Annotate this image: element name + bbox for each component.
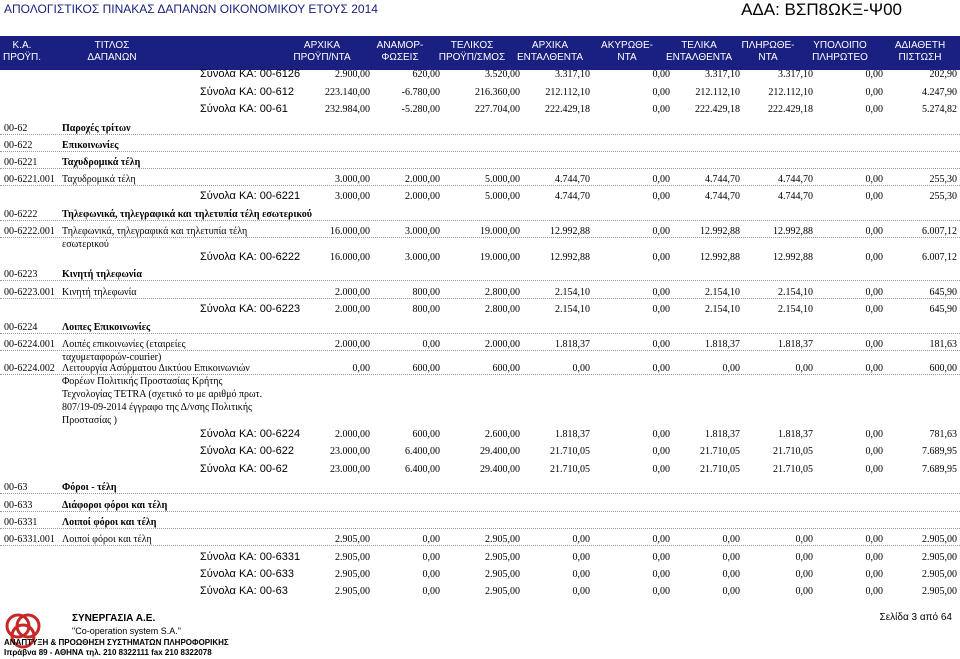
- header-col-1: [57, 40, 167, 64]
- row-code: 00-6224: [4, 322, 38, 333]
- value-cell: 21.710,05: [773, 446, 813, 457]
- value-cell: 4.744,70: [705, 174, 740, 185]
- value-cell: 0,00: [865, 174, 883, 185]
- row-title: Επικοινωνίες: [62, 140, 119, 151]
- value-cell: 1.818,37: [555, 429, 590, 440]
- value-cell: 5.274,82: [922, 104, 957, 115]
- value-cell: 0,00: [652, 87, 670, 98]
- value-cell: 0,00: [652, 429, 670, 440]
- row-title: Παροχές τρίτων: [62, 123, 131, 134]
- header-col-line: ΑΡΧΙΚΑ: [531, 40, 569, 51]
- value-cell: 800,00: [412, 304, 440, 315]
- group-row: [0, 156, 960, 169]
- value-cell: 0,00: [722, 569, 740, 580]
- value-cell: 0,00: [865, 552, 883, 563]
- value-cell: 0,00: [865, 569, 883, 580]
- value-cell: 2.154,10: [555, 287, 590, 298]
- value-cell: 232.984,00: [325, 104, 370, 115]
- row-title-line: Φορέων Πολιτικής Προστασίας Κρήτης: [62, 376, 223, 387]
- header-col-4: [434, 40, 510, 64]
- footer-tagline: ΑΝΑΠΤΥΞΗ & ΠΡΟΩΘΗΣΗ ΣΥΣΤΗΜΑΤΩΝ ΠΛΗΡΟΦΟΡΙΚΗΣ: [4, 638, 229, 647]
- header-col-line: ΑΡΧΙΚΑ: [303, 40, 341, 51]
- row-title-line: Τηλεφωνικά, τηλεγραφικά και τηλετυπία τέλη: [62, 226, 248, 237]
- row-code: 00-63: [4, 482, 28, 493]
- value-cell: 7.689,95: [922, 446, 957, 457]
- value-cell: 2.000,00: [335, 287, 370, 298]
- value-cell: 2.000,00: [405, 174, 440, 185]
- value-cell: 0,00: [722, 552, 740, 563]
- value-cell: 0,00: [795, 586, 813, 597]
- row-code: 00-6331: [4, 517, 38, 528]
- value-cell: 222.429,18: [545, 104, 590, 115]
- row-title: Λοιποί φόροι και τέλη: [62, 517, 157, 528]
- row-code: 00-622: [4, 140, 33, 151]
- value-cell: 0,00: [652, 534, 670, 545]
- item-row: [0, 286, 960, 299]
- value-cell: 3.000,00: [335, 191, 370, 202]
- value-cell: 0,00: [865, 446, 883, 457]
- sum-row: [0, 463, 960, 476]
- value-cell: 0,00: [865, 287, 883, 298]
- value-cell: 0,00: [865, 104, 883, 115]
- value-cell: 0,00: [652, 287, 670, 298]
- header-col-line: ΥΠΟΛΟΙΠΟ: [813, 40, 867, 51]
- row-code: 00-6221: [4, 157, 38, 168]
- table-header: [0, 36, 960, 70]
- value-cell: 255,30: [929, 174, 957, 185]
- sum-label: Σύνολα ΚΑ: 00-62: [200, 463, 288, 475]
- value-cell: 0,00: [865, 363, 883, 374]
- sum-label: Σύνολα ΚΑ: 00-6126: [200, 68, 301, 80]
- value-cell: 3.317,10: [778, 69, 813, 80]
- value-cell: 2.000,00: [335, 429, 370, 440]
- sum-row: [0, 428, 960, 441]
- header-col-8: [733, 40, 803, 64]
- sum-label: Σύνολα ΚΑ: 00-6222: [200, 251, 301, 263]
- value-cell: 0,00: [865, 87, 883, 98]
- header-col-6: [592, 40, 662, 64]
- header-col-line: ΠΙΣΤΩΣΗ: [898, 52, 942, 63]
- group-row: [0, 208, 960, 221]
- header-col-line: ΕΝΤΑΛΘΕΝΤΑ: [665, 52, 733, 63]
- value-cell: 0,00: [422, 552, 440, 563]
- value-cell: 2.000,00: [405, 191, 440, 202]
- value-cell: 3.520,00: [485, 69, 520, 80]
- value-cell: 3.000,00: [405, 226, 440, 237]
- row-title-line: Λειτουργία Ασύρματου Δικτύου Επικοινωνιών: [62, 363, 250, 374]
- value-cell: 2.000,00: [335, 339, 370, 350]
- value-cell: 4.744,70: [778, 191, 813, 202]
- value-cell: 0,00: [865, 304, 883, 315]
- footer-address: Ιπράβνα 89 - ΑΘΗΝΑ τηλ. 210 8322111 fax 210 8322078: [4, 648, 212, 657]
- value-cell: 600,00: [492, 363, 520, 374]
- row-code: 00-6224.002: [4, 363, 55, 374]
- value-cell: 1.818,37: [705, 339, 740, 350]
- ada-code: ΑΔΑ: ΒΣΠ8ΩΚΞ-Ψ00: [741, 0, 902, 19]
- header-col-line: ΠΛΗΡΩΘΕ-: [741, 40, 795, 51]
- value-cell: 212.112,10: [768, 87, 813, 98]
- value-cell: 1.818,37: [705, 429, 740, 440]
- group-row: [0, 481, 960, 494]
- value-cell: 4.247,90: [922, 87, 957, 98]
- value-cell: 0,00: [865, 534, 883, 545]
- value-cell: 0,00: [572, 363, 590, 374]
- item-row: [0, 362, 960, 426]
- value-cell: 0,00: [865, 429, 883, 440]
- value-cell: 4.744,70: [778, 174, 813, 185]
- value-cell: 222.429,18: [768, 104, 813, 115]
- sum-row: [0, 551, 960, 564]
- sum-label: Σύνολα ΚΑ: 00-6331: [200, 551, 301, 563]
- header-col-10: [880, 40, 960, 64]
- value-cell: 1.818,37: [778, 429, 813, 440]
- header-col-7: [659, 40, 739, 64]
- value-cell: 620,00: [412, 69, 440, 80]
- row-code: 00-6222: [4, 209, 38, 220]
- value-cell: 0,00: [652, 226, 670, 237]
- row-title-line: Κινητή τηλεφωνία: [62, 287, 137, 298]
- value-cell: 255,30: [929, 191, 957, 202]
- value-cell: 2.800,00: [485, 287, 520, 298]
- value-cell: 0,00: [722, 363, 740, 374]
- value-cell: 2.154,10: [705, 287, 740, 298]
- item-row: [0, 225, 960, 250]
- row-title-line: Λοιποί φόροι και τέλη: [62, 534, 152, 545]
- value-cell: 181,63: [929, 339, 957, 350]
- sum-row: [0, 86, 960, 99]
- row-title: Φόροι - τέλη: [62, 482, 117, 493]
- sum-row: [0, 303, 960, 316]
- sum-label: Σύνολα ΚΑ: 00-6224: [200, 428, 301, 440]
- header-col-2: [282, 40, 362, 64]
- value-cell: 2.000,00: [335, 304, 370, 315]
- value-cell: 645,90: [929, 287, 957, 298]
- value-cell: 645,90: [929, 304, 957, 315]
- sum-label: Σύνολα ΚΑ: 00-63: [200, 585, 288, 597]
- value-cell: 0,00: [572, 569, 590, 580]
- row-code: 00-62: [4, 123, 28, 134]
- value-cell: -6.780,00: [401, 87, 440, 98]
- item-row: [0, 173, 960, 186]
- value-cell: 5.000,00: [485, 191, 520, 202]
- value-cell: 600,00: [412, 429, 440, 440]
- value-cell: 2.905,00: [335, 586, 370, 597]
- group-row: [0, 268, 960, 281]
- value-cell: 0,00: [422, 586, 440, 597]
- row-code: 00-6224.001: [4, 339, 55, 350]
- value-cell: 0,00: [865, 586, 883, 597]
- value-cell: 3.000,00: [405, 252, 440, 263]
- value-cell: 2.905,00: [335, 534, 370, 545]
- group-row: [0, 516, 960, 529]
- value-cell: 0,00: [795, 363, 813, 374]
- value-cell: 2.154,10: [778, 287, 813, 298]
- value-cell: 2.154,10: [705, 304, 740, 315]
- value-cell: 21.710,05: [700, 446, 740, 457]
- value-cell: 0,00: [722, 586, 740, 597]
- value-cell: 0,00: [422, 569, 440, 580]
- value-cell: 0,00: [865, 191, 883, 202]
- value-cell: 19.000,00: [480, 226, 520, 237]
- value-cell: 212.112,10: [545, 87, 590, 98]
- group-row: [0, 139, 960, 152]
- value-cell: 0,00: [652, 191, 670, 202]
- row-title: Κινητή τηλεφωνία: [62, 269, 142, 280]
- header-col-line: ΔΑΠΑΝΩΝ: [87, 52, 137, 63]
- value-cell: 16.000,00: [330, 252, 370, 263]
- header-col-line: ΕΝΤΑΛΘΕΝΤΑ: [516, 52, 584, 63]
- value-cell: 800,00: [412, 287, 440, 298]
- row-title-line: ταχυμεταφορών-courier): [62, 352, 162, 363]
- row-title: Λοιπες Επικοινωνίες: [62, 322, 151, 333]
- sum-row: [0, 68, 960, 81]
- sum-row: [0, 568, 960, 581]
- value-cell: 2.800,00: [485, 304, 520, 315]
- value-cell: 0,00: [652, 586, 670, 597]
- group-row: [0, 499, 960, 512]
- sum-row: [0, 103, 960, 116]
- value-cell: 3.317,10: [555, 69, 590, 80]
- header-col-3: [364, 40, 436, 64]
- row-code: 00-6223: [4, 269, 38, 280]
- value-cell: 0,00: [795, 552, 813, 563]
- value-cell: 21.710,05: [773, 464, 813, 475]
- report-title: ΑΠΟΛΟΓΙΣΤΙΚΟΣ ΠΙΝΑΚΑΣ ΔΑΠΑΝΩΝ ΟΙΚΟΝΟΜΙΚΟΥ ΕΤΟΥΣ 2014: [4, 2, 378, 16]
- value-cell: 6.400,00: [405, 464, 440, 475]
- value-cell: 0,00: [865, 252, 883, 263]
- value-cell: 12.992,88: [773, 252, 813, 263]
- value-cell: 2.905,00: [485, 569, 520, 580]
- value-cell: 0,00: [652, 69, 670, 80]
- value-cell: 0,00: [572, 552, 590, 563]
- value-cell: 0,00: [795, 534, 813, 545]
- row-code: 00-6221.001: [4, 174, 55, 185]
- row-code: 00-6331.001: [4, 534, 55, 545]
- value-cell: 2.154,10: [555, 304, 590, 315]
- row-title-line: Λοιπές επικοινωνίες (εταιρείες: [62, 339, 186, 350]
- value-cell: 227.704,00: [475, 104, 520, 115]
- header-col-5: [509, 40, 591, 64]
- row-code: 00-6223.001: [4, 287, 55, 298]
- row-title-line: Προστασίας ): [62, 415, 117, 426]
- value-cell: 216.360,00: [475, 87, 520, 98]
- value-cell: 600,00: [412, 363, 440, 374]
- sum-label: Σύνολα ΚΑ: 00-622: [200, 445, 295, 457]
- value-cell: 222.429,18: [695, 104, 740, 115]
- value-cell: 0,00: [795, 569, 813, 580]
- sum-row: [0, 445, 960, 458]
- group-row: [0, 122, 960, 135]
- sum-label: Σύνολα ΚΑ: 00-612: [200, 86, 295, 98]
- row-title: Διάφοροι φόροι και τέλη: [62, 500, 168, 511]
- value-cell: 2.905,00: [922, 569, 957, 580]
- header-col-line: ΝΤΑ: [758, 52, 778, 63]
- value-cell: 0,00: [865, 226, 883, 237]
- value-cell: 4.744,70: [555, 191, 590, 202]
- footer-company: ΣΥΝΕΡΓΑΣΙΑ Α.Ε.: [72, 613, 156, 624]
- value-cell: 2.600,00: [485, 429, 520, 440]
- value-cell: 0,00: [865, 69, 883, 80]
- value-cell: 212.112,10: [695, 87, 740, 98]
- header-col-line: ΠΡΟΫΠ/ΣΜΟΣ: [438, 52, 506, 63]
- value-cell: 2.905,00: [922, 586, 957, 597]
- value-cell: 0,00: [652, 252, 670, 263]
- item-row: [0, 533, 960, 546]
- header-col-line: ΤΕΛΙΚΟΣ: [450, 40, 494, 51]
- value-cell: 1.818,37: [778, 339, 813, 350]
- header-col-9: [800, 40, 880, 64]
- sum-label: Σύνολα ΚΑ: 00-633: [200, 568, 295, 580]
- header-col-line: ΠΡΟΫΠ/ΝΤΑ: [293, 52, 351, 63]
- value-cell: 12.992,88: [773, 226, 813, 237]
- header-col-0: [0, 40, 44, 64]
- value-cell: 0,00: [422, 534, 440, 545]
- value-cell: 6.007,12: [922, 252, 957, 263]
- value-cell: 600,00: [929, 363, 957, 374]
- value-cell: 23.000,00: [330, 446, 370, 457]
- row-title: Ταχυδρομικά τέλη: [62, 157, 141, 168]
- value-cell: 223.140,00: [325, 87, 370, 98]
- header-col-line: ΤΙΤΛΟΣ: [94, 40, 130, 51]
- row-title-line: 807/19-09-2014 έγγραφο της Δ/νσης Πολιτικής: [62, 402, 253, 413]
- value-cell: 202,90: [929, 69, 957, 80]
- value-cell: 0,00: [352, 363, 370, 374]
- header-col-line: ΑΔΙΑΘΕΤΗ: [894, 40, 946, 51]
- sum-row: [0, 585, 960, 598]
- header-col-line: ΠΡΟΫΠ.: [2, 52, 42, 63]
- value-cell: 12.992,88: [700, 226, 740, 237]
- value-cell: 0,00: [652, 464, 670, 475]
- value-cell: 0,00: [572, 586, 590, 597]
- value-cell: 16.000,00: [330, 226, 370, 237]
- row-code: 00-633: [4, 500, 33, 511]
- value-cell: -5.280,00: [401, 104, 440, 115]
- value-cell: 0,00: [652, 339, 670, 350]
- value-cell: 12.992,88: [700, 252, 740, 263]
- value-cell: 0,00: [652, 104, 670, 115]
- value-cell: 2.905,00: [922, 552, 957, 563]
- row-title-line: Τεχνολογίας TETRA (σχετικό το με αριθμό πρωτ.: [62, 389, 263, 400]
- value-cell: 0,00: [652, 304, 670, 315]
- value-cell: 0,00: [422, 339, 440, 350]
- value-cell: 3.317,10: [705, 69, 740, 80]
- row-title: Τηλεφωνικά, τηλεγραφικά και τηλετυπία τέλη εσωτερικού: [62, 209, 312, 220]
- value-cell: 29.400,00: [480, 464, 520, 475]
- value-cell: 2.154,10: [778, 304, 813, 315]
- value-cell: 21.710,05: [550, 446, 590, 457]
- header-col-line: ΑΚΥΡΩΘΕ-: [601, 40, 653, 51]
- value-cell: 2.900,00: [335, 69, 370, 80]
- value-cell: 23.000,00: [330, 464, 370, 475]
- value-cell: 781,63: [929, 429, 957, 440]
- value-cell: 21.710,05: [550, 464, 590, 475]
- value-cell: 2.905,00: [485, 552, 520, 563]
- value-cell: 2.000,00: [485, 339, 520, 350]
- value-cell: 0,00: [572, 534, 590, 545]
- value-cell: 4.744,70: [705, 191, 740, 202]
- row-title-line: Ταχυδρομικά τέλη: [62, 174, 136, 185]
- sum-row: [0, 190, 960, 203]
- value-cell: 7.689,95: [922, 464, 957, 475]
- value-cell: 0,00: [722, 534, 740, 545]
- value-cell: 12.992,88: [550, 252, 590, 263]
- sum-label: Σύνολα ΚΑ: 00-61: [200, 103, 288, 115]
- value-cell: 0,00: [865, 464, 883, 475]
- value-cell: 2.905,00: [485, 586, 520, 597]
- footer-system: "Co-operation system S.A.": [72, 626, 181, 636]
- sum-row: [0, 251, 960, 264]
- value-cell: 2.905,00: [335, 552, 370, 563]
- value-cell: 2.905,00: [922, 534, 957, 545]
- value-cell: 29.400,00: [480, 446, 520, 457]
- value-cell: 21.710,05: [700, 464, 740, 475]
- sum-label: Σύνολα ΚΑ: 00-6221: [200, 190, 301, 202]
- value-cell: 5.000,00: [485, 174, 520, 185]
- value-cell: 0,00: [652, 363, 670, 374]
- group-row: [0, 321, 960, 334]
- value-cell: 0,00: [652, 552, 670, 563]
- item-row: [0, 338, 960, 363]
- sum-label: Σύνολα ΚΑ: 00-6223: [200, 303, 301, 315]
- header-col-line: ΝΤΑ: [617, 52, 637, 63]
- value-cell: 12.992,88: [550, 226, 590, 237]
- header-col-line: ΤΕΛΙΚΑ: [681, 40, 717, 51]
- value-cell: 6.007,12: [922, 226, 957, 237]
- header-col-line: ΦΩΣΕΙΣ: [381, 52, 419, 63]
- row-title-line: εσωτερικού: [62, 239, 109, 250]
- value-cell: 4.744,70: [555, 174, 590, 185]
- header-col-line: Κ.Α.: [12, 40, 32, 51]
- value-cell: 0,00: [652, 446, 670, 457]
- page-number: Σελίδα 3 από 64: [879, 612, 952, 623]
- value-cell: 2.905,00: [335, 569, 370, 580]
- value-cell: 6.400,00: [405, 446, 440, 457]
- value-cell: 0,00: [865, 339, 883, 350]
- header-col-line: ΑΝΑΜΟΡ-: [376, 40, 424, 51]
- value-cell: 0,00: [652, 174, 670, 185]
- value-cell: 3.000,00: [335, 174, 370, 185]
- value-cell: 1.818,37: [555, 339, 590, 350]
- value-cell: 19.000,00: [480, 252, 520, 263]
- header-col-line: ΠΛΗΡΩΤΕΟ: [812, 52, 868, 63]
- value-cell: 0,00: [652, 569, 670, 580]
- row-code: 00-6222.001: [4, 226, 55, 237]
- value-cell: 2.905,00: [485, 534, 520, 545]
